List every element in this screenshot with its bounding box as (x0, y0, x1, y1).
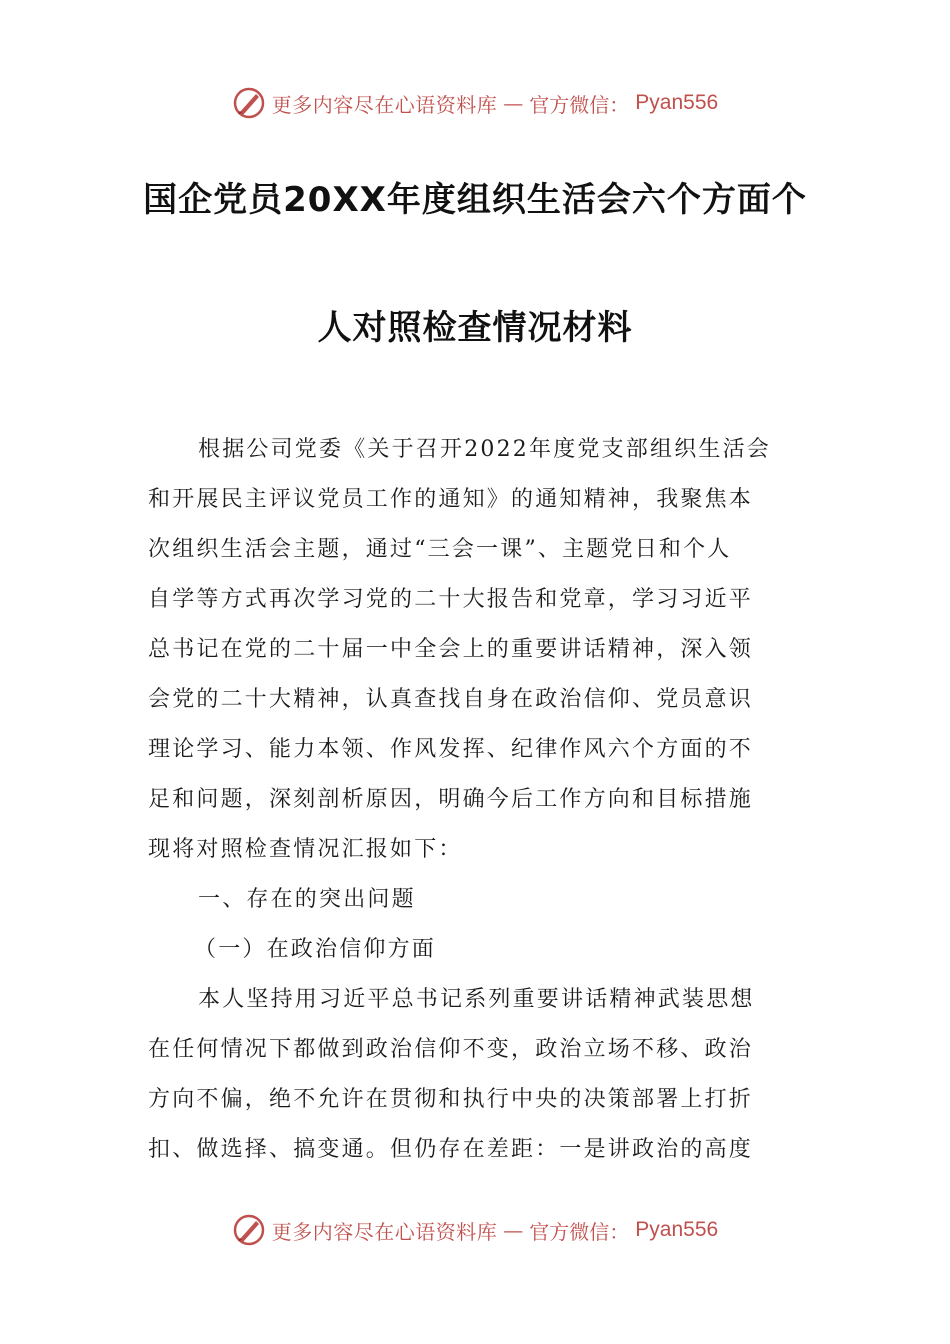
banner-wechat-id: Pyan556 (635, 1218, 719, 1241)
body-line: 总书记在党的二十届一中全会上的重要讲话精神，深入领 (148, 637, 754, 662)
footer-watermark-banner (0, 1210, 950, 1250)
body-line: 根据公司党委《关于召开2022年度党支部组织生活会 (198, 437, 771, 462)
banner-dash: — (503, 91, 524, 115)
header-watermark-banner (0, 83, 950, 123)
banner-wechat-label: 官方微信： (529, 1219, 630, 1244)
body-line: 次组织生活会主题，通过“三会一课”、主题党日和个人 (148, 537, 732, 562)
banner-dash: — (503, 1218, 524, 1242)
document-title-line-1: 国企党员20XX年度组织生活会六个方面个 (143, 180, 807, 220)
document-title-line-2: 人对照检查情况材料 (317, 308, 633, 348)
pen-seal-icon (232, 86, 266, 120)
body-line: 扣、做选择、搞变通。但仍存在差距：一是讲政治的高度 (148, 1137, 754, 1162)
banner-wechat-label: 官方微信： (529, 92, 630, 117)
body-line: 理论学习、能力本领、作风发挥、纪律作风六个方面的不 (148, 737, 754, 762)
pen-seal-icon (232, 1213, 266, 1247)
section-heading: 一、存在的突出问题 (198, 887, 416, 912)
body-line: 在任何情况下都做到政治信仰不变，政治立场不移、政治 (148, 1037, 754, 1062)
body-line: 方向不偏，绝不允许在贯彻和执行中央的决策部署上打折 (148, 1087, 754, 1112)
body-line: 会党的二十大精神，认真查找自身在政治信仰、党员意识 (148, 687, 754, 712)
body-line: 本人坚持用习近平总书记系列重要讲话精神武装思想 (198, 987, 755, 1012)
banner-text: 更多内容尽在心语资料库 (271, 1219, 498, 1244)
document-body (148, 425, 808, 1175)
body-line: 和开展民主评议党员工作的通知》的通知精神，我聚焦本 (148, 487, 754, 512)
body-line: 自学等方式再次学习党的二十大报告和党章，学习习近平 (148, 587, 754, 612)
body-line: 现将对照检查情况汇报如下： (148, 837, 463, 862)
banner-wechat-id: Pyan556 (635, 91, 719, 114)
body-line: 足和问题，深刻剖析原因，明确今后工作方向和目标措施 (148, 787, 754, 812)
subsection-heading: （一）在政治信仰方面 (194, 937, 437, 962)
banner-text: 更多内容尽在心语资料库 (271, 92, 498, 117)
